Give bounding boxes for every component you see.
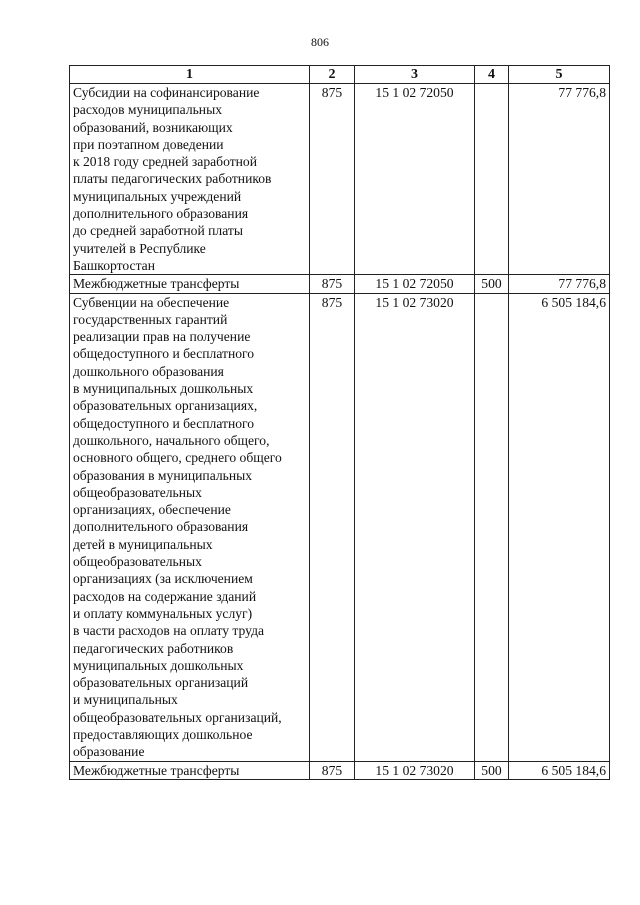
- row-name-line: расходов муниципальных: [73, 102, 223, 118]
- row-name-line: предоставляющих дошкольное: [73, 726, 253, 742]
- row-name-line: к 2018 году средней заработной: [73, 154, 257, 170]
- row-name-line: дошкольного образования: [73, 363, 224, 379]
- row-expense-type-cell: [475, 84, 509, 275]
- row-name-line: образовательных организациях,: [73, 398, 258, 414]
- row-target-article-cell: 15 1 02 73020: [355, 761, 475, 779]
- row-name-line: образовательных организаций: [73, 675, 249, 691]
- row-name-cell: [70, 84, 310, 275]
- row-name-line: дошкольного, начального общего,: [73, 432, 270, 448]
- row-name-line: общедоступного и бесплатного: [73, 346, 255, 362]
- row-name-line: Башкортостан: [73, 257, 155, 273]
- table-row: [70, 84, 610, 275]
- row-name-line: образований, возникающих: [73, 119, 233, 135]
- row-name-line: общеобразовательных организаций,: [73, 709, 282, 725]
- row-name-cell: [70, 293, 310, 761]
- row-name-cell: [70, 275, 310, 293]
- row-target-article-cell: 15 1 02 73020: [355, 293, 475, 761]
- row-name-line: расходов на содержание зданий: [73, 588, 257, 604]
- row-amount-cell: 6 505 184,6: [509, 293, 610, 761]
- row-name-line: образования в муниципальных: [73, 467, 253, 483]
- table-row: [70, 293, 610, 761]
- row-code-cell: 875: [310, 275, 355, 293]
- row-name-line: Межбюджетные трансферты: [73, 276, 240, 292]
- row-code-cell: 875: [310, 84, 355, 275]
- row-amount-cell: 6 505 184,6: [509, 761, 610, 779]
- row-name-line: общедоступного и бесплатного: [73, 415, 255, 431]
- row-name-line: Субвенции на обеспечение: [73, 294, 230, 310]
- row-name-line: в части расходов на оплату труда: [73, 623, 265, 639]
- row-code-cell: 875: [310, 761, 355, 779]
- row-name-line: муниципальных учреждений: [73, 188, 242, 204]
- row-name-cell: [70, 761, 310, 779]
- row-name-line: общеобразовательных: [73, 554, 202, 570]
- table-row: [70, 275, 610, 293]
- row-name-line: государственных гарантий: [73, 311, 228, 327]
- row-name-line: дополнительного образования: [73, 206, 249, 222]
- row-name-line: реализации прав на получение: [73, 329, 251, 345]
- row-name-line: организациях (за исключением: [73, 571, 253, 587]
- row-amount-cell: 77 776,8: [509, 84, 610, 275]
- row-expense-type-cell: [475, 293, 509, 761]
- row-name-line: образование: [73, 744, 145, 760]
- row-name-line: и муниципальных: [73, 692, 178, 708]
- row-name-line: платы педагогических работников: [73, 171, 272, 187]
- row-name-line: и оплату коммунальных услуг): [73, 605, 253, 621]
- row-name-line: организациях, обеспечение: [73, 502, 231, 518]
- header-col-4: 4: [475, 66, 509, 84]
- row-name-line: детей в муниципальных: [73, 536, 213, 552]
- row-code-cell: 875: [310, 293, 355, 761]
- row-name-line: Межбюджетные трансферты: [73, 762, 240, 778]
- row-name-line: до средней заработной платы: [73, 223, 243, 239]
- row-expense-type-cell: 500: [475, 275, 509, 293]
- page-number: 806: [311, 35, 329, 49]
- row-name-line: Субсидии на софинансирование: [73, 85, 260, 100]
- table-row: [70, 761, 610, 779]
- row-name-line: основного общего, среднего общего: [73, 450, 282, 466]
- row-name-line: в муниципальных дошкольных: [73, 381, 254, 397]
- header-col-3: 3: [355, 66, 475, 84]
- header-col-5: 5: [509, 66, 610, 84]
- row-target-article-cell: 15 1 02 72050: [355, 84, 475, 275]
- row-amount-cell: 77 776,8: [509, 275, 610, 293]
- table-header-row: [70, 66, 610, 84]
- row-name-line: при поэтапном доведении: [73, 136, 224, 152]
- row-name-line: учителей в Республике: [73, 240, 206, 256]
- row-name-line: педагогических работников: [73, 640, 234, 656]
- header-col-1: 1: [70, 66, 310, 84]
- row-name-line: общеобразовательных: [73, 484, 202, 500]
- row-expense-type-cell: 500: [475, 761, 509, 779]
- row-name-line: муниципальных дошкольных: [73, 657, 244, 673]
- header-col-2: 2: [310, 66, 355, 84]
- budget-table: [69, 65, 610, 780]
- row-target-article-cell: 15 1 02 72050: [355, 275, 475, 293]
- row-name-line: дополнительного образования: [73, 519, 249, 535]
- table-body: [70, 84, 610, 780]
